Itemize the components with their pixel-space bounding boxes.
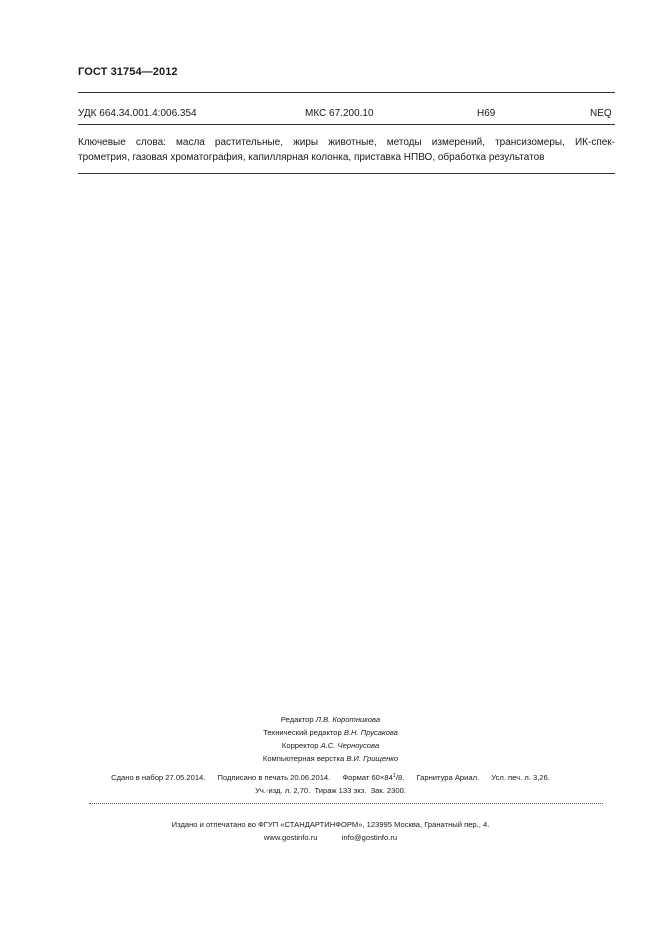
credit-proofreader: Корректор А.С. Черноусова: [281, 741, 380, 750]
imprint-line: [0, 770, 661, 784]
okstu-code: Н69: [477, 108, 496, 119]
udk-code: УДК 664.34.001.4:006.354: [78, 108, 197, 119]
publisher-block: [0, 818, 661, 844]
publisher-contacts: [0, 831, 661, 844]
middle-divider: [78, 124, 615, 125]
paper-format: Формат $60\times 84^1/8$.: [342, 773, 405, 782]
keywords-block: [78, 135, 615, 165]
keywords-line: Ключевые слова: масла растительные, жиры животные, методы измерений, трансизомеры, ИК-спек-: [78, 137, 615, 148]
imprint-divider: [89, 803, 603, 804]
imprint-line: [0, 784, 661, 797]
mks-code: МКС 67.200.10: [305, 108, 374, 119]
signed-date: Подписано в печать 20.06.2014.: [217, 773, 331, 782]
credit-layout: Компьютерная верстка В.И. Грищенко: [262, 754, 399, 763]
credits-block: [0, 713, 661, 765]
keywords-line: трометрия, газовая хроматография, капиллярная колонка, приставка НПВО, обработка результатов: [78, 152, 545, 163]
website-link[interactable]: www.gostinfo.ru: [263, 833, 318, 842]
order-number: Зак. 2300.: [370, 786, 406, 795]
print-sheets: Усл. печ. л. 3,26.: [491, 773, 550, 782]
publisher-sheets: Уч.-изд. л. 2,70.: [255, 786, 311, 795]
credit-editor: Редактор Л.В. Коротникова: [280, 715, 381, 724]
email-link[interactable]: info@gostinfo.ru: [341, 833, 398, 842]
publisher-line: Издано и отпечатано во ФГУП «СТАНДАРТИНФОРМ», 123995 Москва, Гранатный пер., 4.: [171, 820, 490, 829]
typeface: Гарнитура Ариал.: [416, 773, 480, 782]
imprint-block: [0, 770, 661, 797]
equivalence-code: NEQ: [590, 108, 612, 119]
standard-title: ГОСТ 31754—2012: [78, 66, 178, 78]
submitted-date: Сдано в набор 27.05.2014.: [111, 773, 206, 782]
bottom-divider: [78, 173, 615, 174]
top-divider: [78, 92, 615, 93]
credit-tech-editor: Технический редактор В.Н. Прусакова: [263, 728, 398, 737]
circulation: Тираж 133 экз.: [314, 786, 367, 795]
